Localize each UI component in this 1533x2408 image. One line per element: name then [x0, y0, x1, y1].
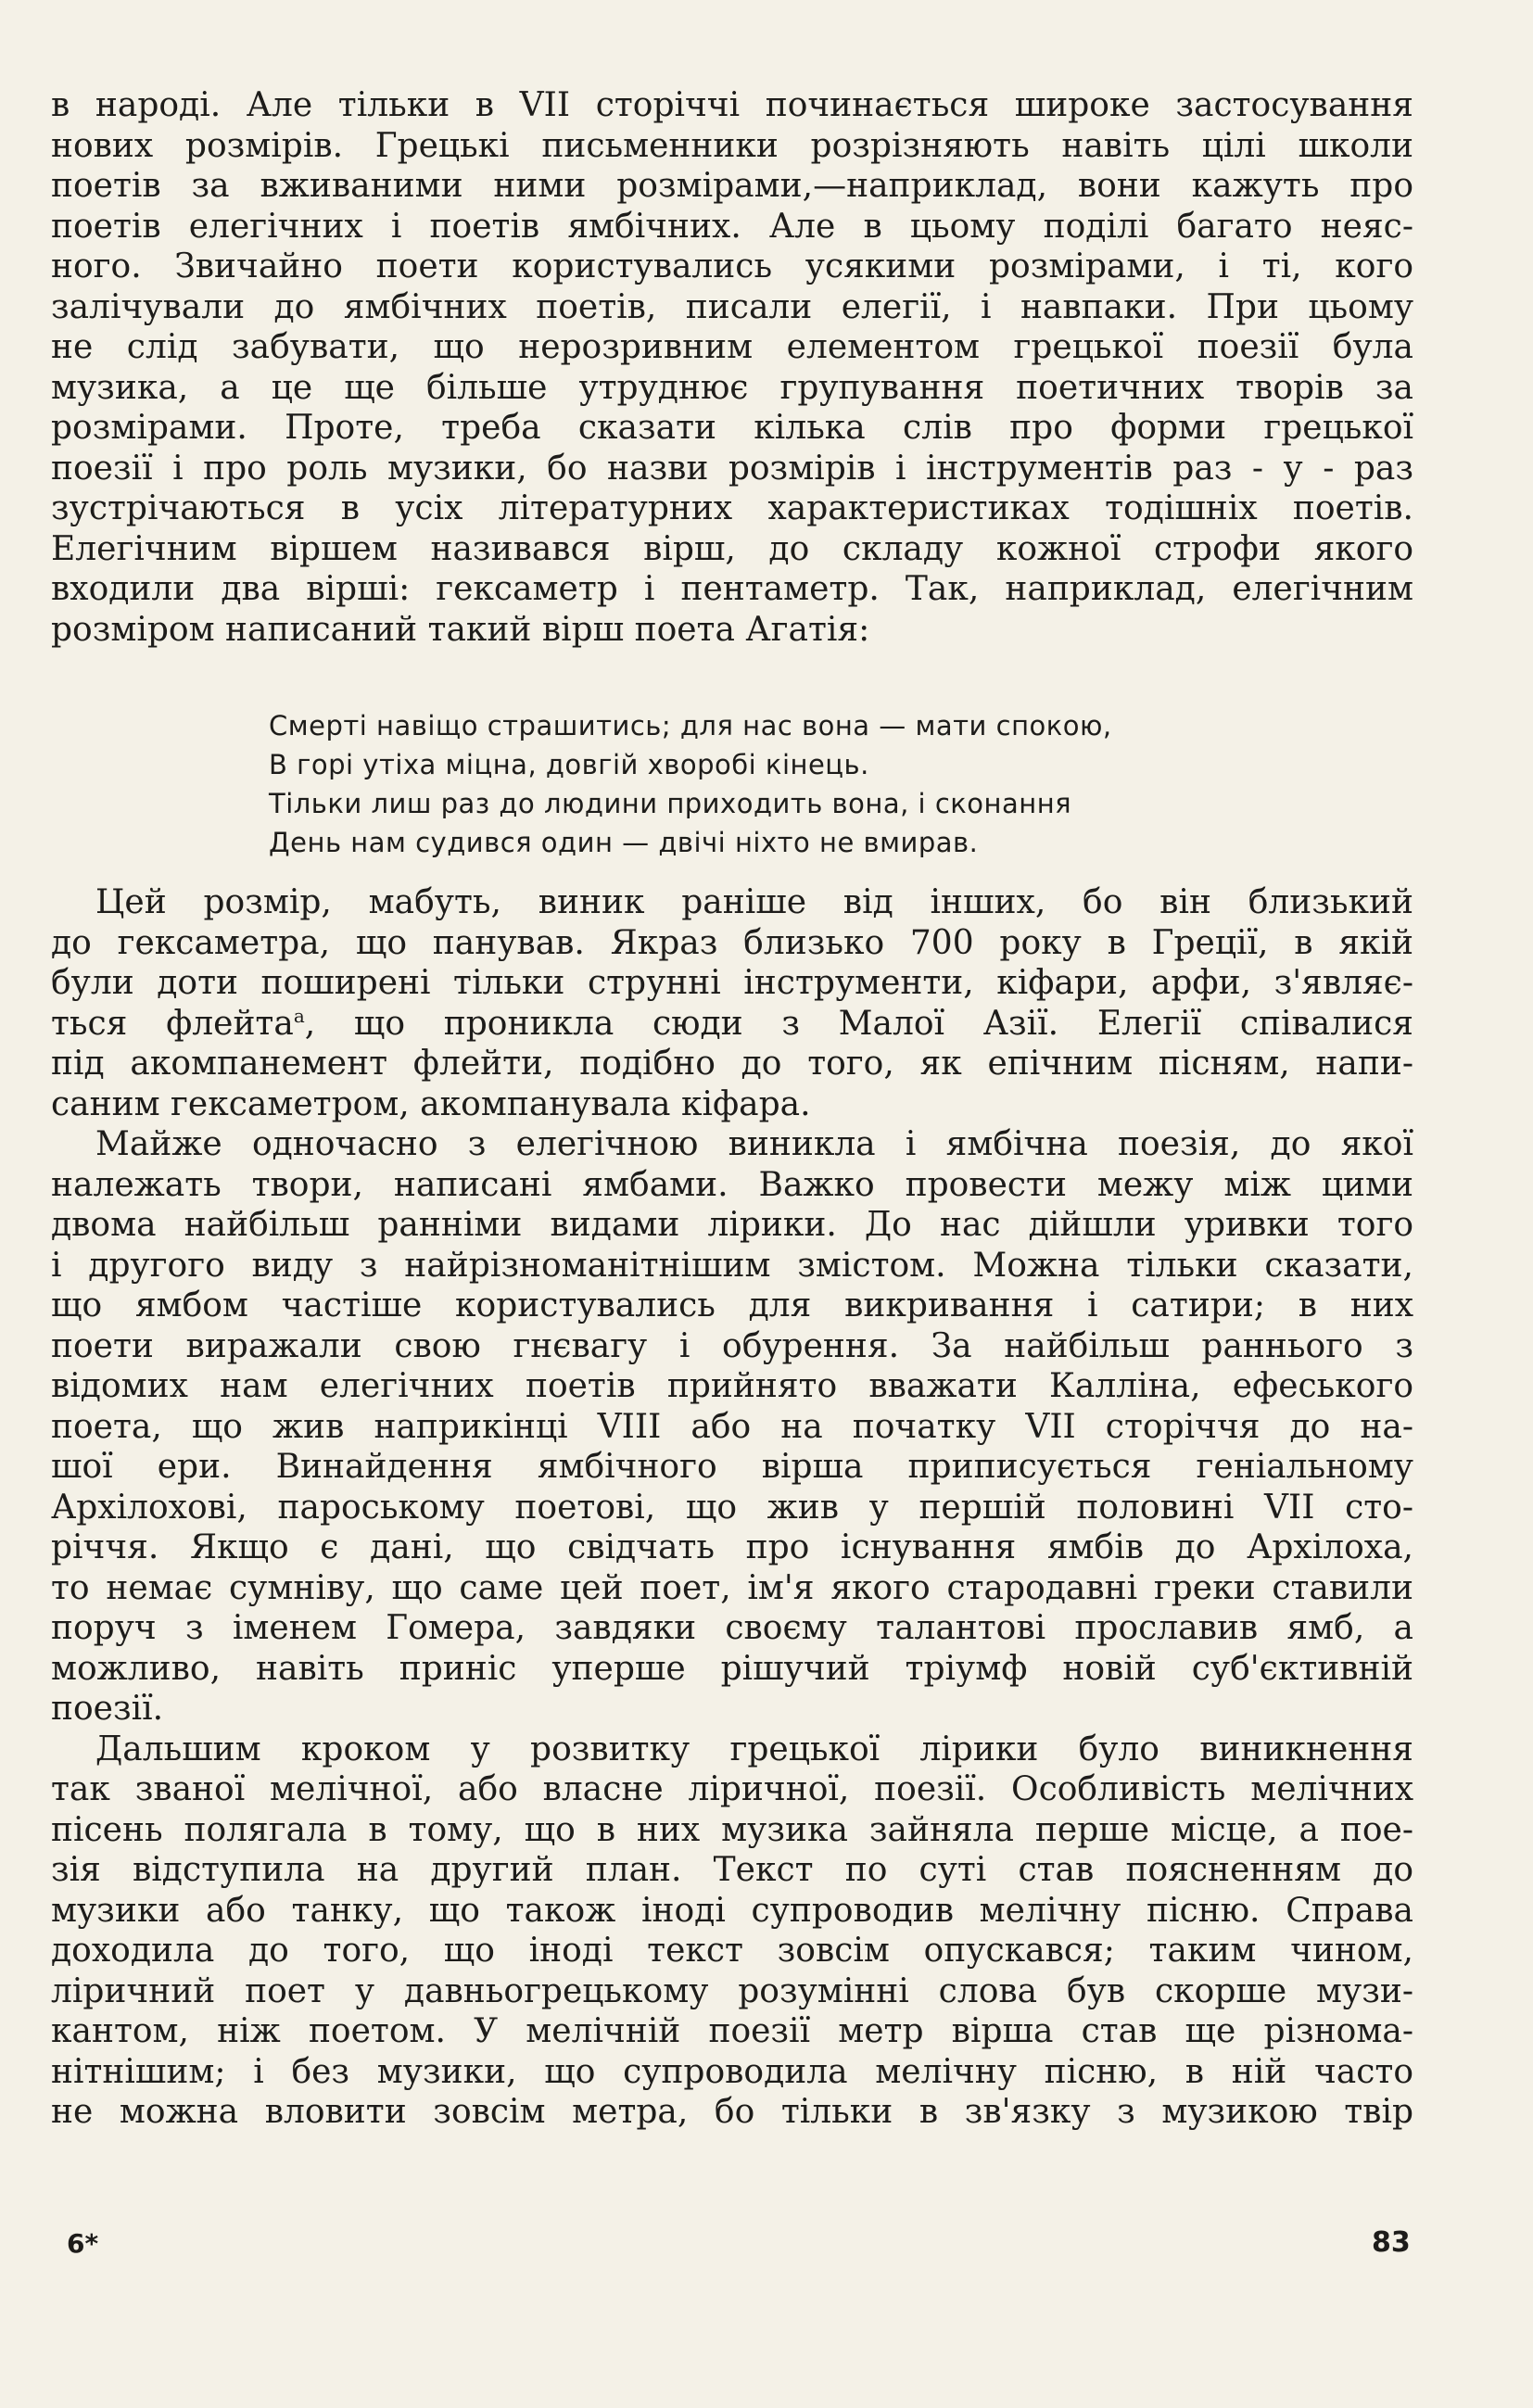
poem-line: День нам судився один — двічі ніхто не вмирав. [269, 827, 979, 858]
page-number: 83 [1372, 2226, 1411, 2259]
text-line: Майже одночасно з елегічною виникла і ямбічна поезія, до якої [95, 1125, 1413, 1163]
text-line: Цей розмір, мабуть, виник раніше від інших, бо він близький [95, 883, 1413, 921]
text-line: шої ери. Винайдення ямбічного вірша приписується геніальному [51, 1448, 1413, 1486]
text-line: поетів за вживаними ними розмірами,—наприклад, вони кажуть про [51, 167, 1413, 205]
text-line: поезії. [51, 1690, 164, 1728]
footnote-mark: а [293, 1004, 305, 1027]
text-line: то немає сумніву, що саме цей поет, ім'я якого стародавні греки ставили [51, 1568, 1413, 1607]
text-line: нітнішим; і без музики, що супроводила мелічну пісню, в ній часто [51, 2052, 1413, 2091]
paragraph-1 [51, 85, 1413, 650]
text-line: не можна вловити зовсім метра, бо тільки в зв'язку з музикою твір [51, 2093, 1413, 2131]
text-line: належать твори, написані ямбами. Важко провести межу між цими [51, 1165, 1413, 1204]
text-line: поетів елегічних і поетів ямбічних. Але в цьому поділі багато неяс- [51, 207, 1413, 246]
signature-mark: 6* [67, 2228, 99, 2259]
text-line: річчя. Якщо є дані, що свідчать про існування ямбів до Архілоха, [51, 1528, 1413, 1566]
text-line: під акомпанемент флейти, подібно до того, як епічним пісням, напи- [51, 1045, 1413, 1083]
text-line: Архілохові, пароському поетові, що жив у першій половині VII сто- [51, 1488, 1413, 1527]
text-line: кантом, ніж поетом. У мелічній поезії метр вірша став ще різнома- [51, 2012, 1413, 2050]
text-fragment: ться флейта [51, 1004, 294, 1043]
text-line: розмірами. Проте, треба сказати кілька слів про форми грецької [51, 409, 1413, 447]
poem-line: В горі утіха міцна, довгій хворобі кінець. [269, 749, 869, 780]
text-line: нових розмірів. Грецькі письменники розрізняють навіть цілі школи [51, 126, 1413, 165]
text-line: в народі. Але тільки в VII сторіччі починається широке застосування [51, 86, 1413, 124]
text-line: поета, що жив наприкінці VIII або на початку VII сторіччя до на- [51, 1407, 1413, 1446]
text-line: пісень полягала в тому, що в них музика зайняла перше місце, а пое- [51, 1810, 1413, 1849]
text-line: ліричний поет у давньогрецькому розумінні слова був скорше музи- [51, 1971, 1413, 2010]
text-line: входили два вірші: гексаметр і пентаметр. Так, наприклад, елегічним [51, 570, 1413, 608]
text-line: що ямбом частіше користувались для викривання і сатири; в них [51, 1286, 1413, 1324]
text-line: поруч з іменем Гомера, завдяки своєму талантові прославив ямб, а [51, 1609, 1413, 1647]
text-line: музика, а це ще більше утруднює групування поетичних творів за [51, 368, 1413, 407]
text-line: поезії і про роль музики, бо назви розмірів і інструментів раз - у - раз [51, 449, 1413, 488]
text-line: до гексаметра, що панував. Якраз близько 700 року в Греції, в якій [51, 923, 1413, 962]
text-line: двома найбільш ранніми видами лірики. До нас дійшли уривки того [51, 1206, 1413, 1244]
text-line: доходила до того, що іноді текст зовсім опускався; таким чином, [51, 1932, 1413, 1970]
text-line: не слід забувати, що нерозривним елементом грецької поезії була [51, 328, 1413, 366]
text-line: зустрічаються в усіх літературних характеристиках тодішніх поетів. [51, 489, 1413, 527]
text-line: залічували до ямбічних поетів, писали елегії, і навпаки. При цьому [51, 287, 1413, 326]
poem-line: Смерті навіщо страшитись; для нас вона — мати спокою, [269, 710, 1112, 741]
text-line: Елегічним віршем називався вірш, до складу кожної строфи якого [51, 529, 1413, 568]
text-line: ного. Звичайно поети користувались усякими розмірами, і ті, кого [51, 247, 1413, 285]
body-text [51, 882, 1413, 2133]
text-line: відомих нам елегічних поетів прийнято вважати Калліна, ефеського [51, 1367, 1413, 1405]
text-line: саним гексаметром, акомпанувала кіфара. [51, 1084, 811, 1123]
text-fragment: що проникла сюди з Малої Азії. Елегії співалися [353, 1004, 1413, 1043]
text-line: поети виражали свою гнєвагу і обурення. За найбільш раннього з [51, 1326, 1413, 1365]
poem-line: Тільки лиш раз до людини приходить вона, і сконання [269, 788, 1072, 819]
poem-quote [269, 706, 1274, 862]
text-line: розміром написаний такий вірш поета Агатія: [51, 610, 870, 649]
text-line: були доти поширені тільки струнні інструменти, кіфари, арфи, з'являє- [51, 964, 1413, 1002]
text-line-with-footnote: ться флейта$^а$, що проникла сюди з Малої Азії. Елегії співалися [51, 1004, 1413, 1043]
text-line: так званої мелічної, або власне ліричної, поезії. Особливість мелічних [51, 1770, 1413, 1808]
text-line: зія відступила на другий план. Текст по суті став поясненням до [51, 1851, 1413, 1889]
text-line: Дальшим кроком у розвитку грецької лірики було виникнення [95, 1730, 1413, 1768]
text-line: і другого виду з найрізноманітнішим змістом. Можна тільки сказати, [51, 1246, 1413, 1285]
text-line: музики або танку, що також іноді супроводив мелічну пісню. Справа [51, 1891, 1413, 1930]
text-line: можливо, навіть приніс уперше рішучий тріумф новій суб'єктивній [51, 1649, 1413, 1688]
